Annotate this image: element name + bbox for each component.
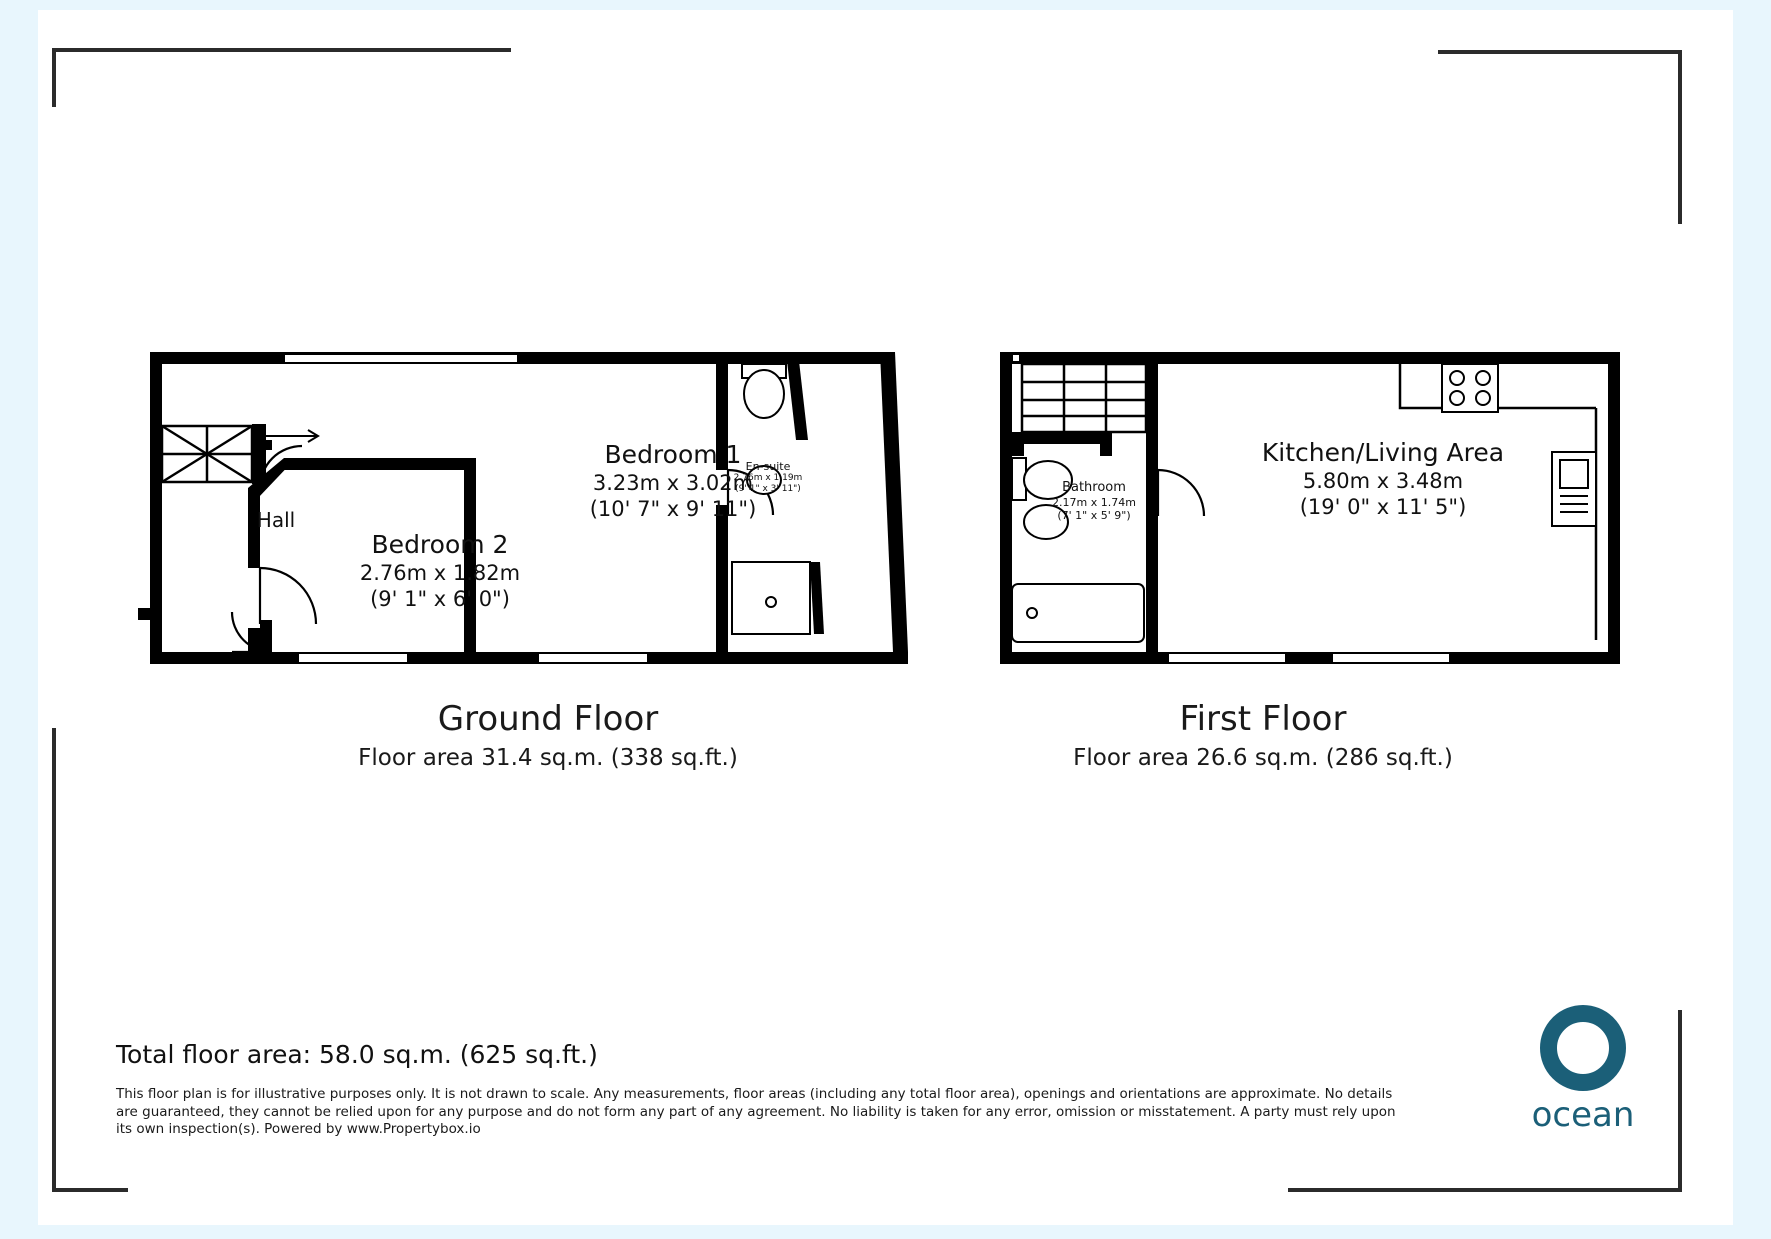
ocean-logo xyxy=(1523,1005,1643,1135)
room-label-bedroom-1: Bedroom 1 3.23m x 3.02m (10' 7" x 9' 11") xyxy=(589,440,757,521)
ocean-wordmark: ocean xyxy=(1531,1095,1635,1135)
room-label-kitchen-living-area: Kitchen/Living Area 5.80m x 3.48m (19' 0" x 11' 5") xyxy=(1261,438,1505,519)
ground-floor-plan xyxy=(108,340,928,670)
room-label-en-suite: En-suite 2.76m x 1.19m (9' 1" x 3' 11") xyxy=(733,460,803,494)
disclaimer-text: This floor plan is for illustrative purposes only. It is not drawn to scale. Any measurements, floor areas (including any total floor area), openings and orientations are approximate. No details are guaranteed, they cannot be relied upon for any purpose and do not form any part of any agreement. No liability is taken for any error, omission or misstatement. A party must rely upon its own inspection(s). Powered by www.Propertybox.io xyxy=(116,1086,1396,1137)
first-floor-plan xyxy=(968,340,1668,670)
corner-bracket-top-left xyxy=(52,48,511,107)
room-label-hall: Hall xyxy=(256,508,296,532)
ground-floor-caption: Ground Floor Floor area 31.4 sq.m. (338 sq.ft.) xyxy=(358,699,738,771)
room-label-bedroom-2: Bedroom 2 2.76m x 1.82m (9' 1" x 6' 0") xyxy=(359,530,521,611)
room-label-bathroom: Bathroom 2.17m x 1.74m (7' 1" x 5' 9") xyxy=(1052,480,1136,522)
floorplan-page xyxy=(38,10,1733,1225)
corner-bracket-top-right xyxy=(1438,50,1682,224)
total-floor-area: Total floor area: 58.0 sq.m. (625 sq.ft.) xyxy=(116,1040,598,1069)
first-floor-caption: First Floor Floor area 26.6 sq.m. (286 sq.ft.) xyxy=(1073,699,1453,771)
ocean-ring-icon xyxy=(1540,1005,1626,1091)
